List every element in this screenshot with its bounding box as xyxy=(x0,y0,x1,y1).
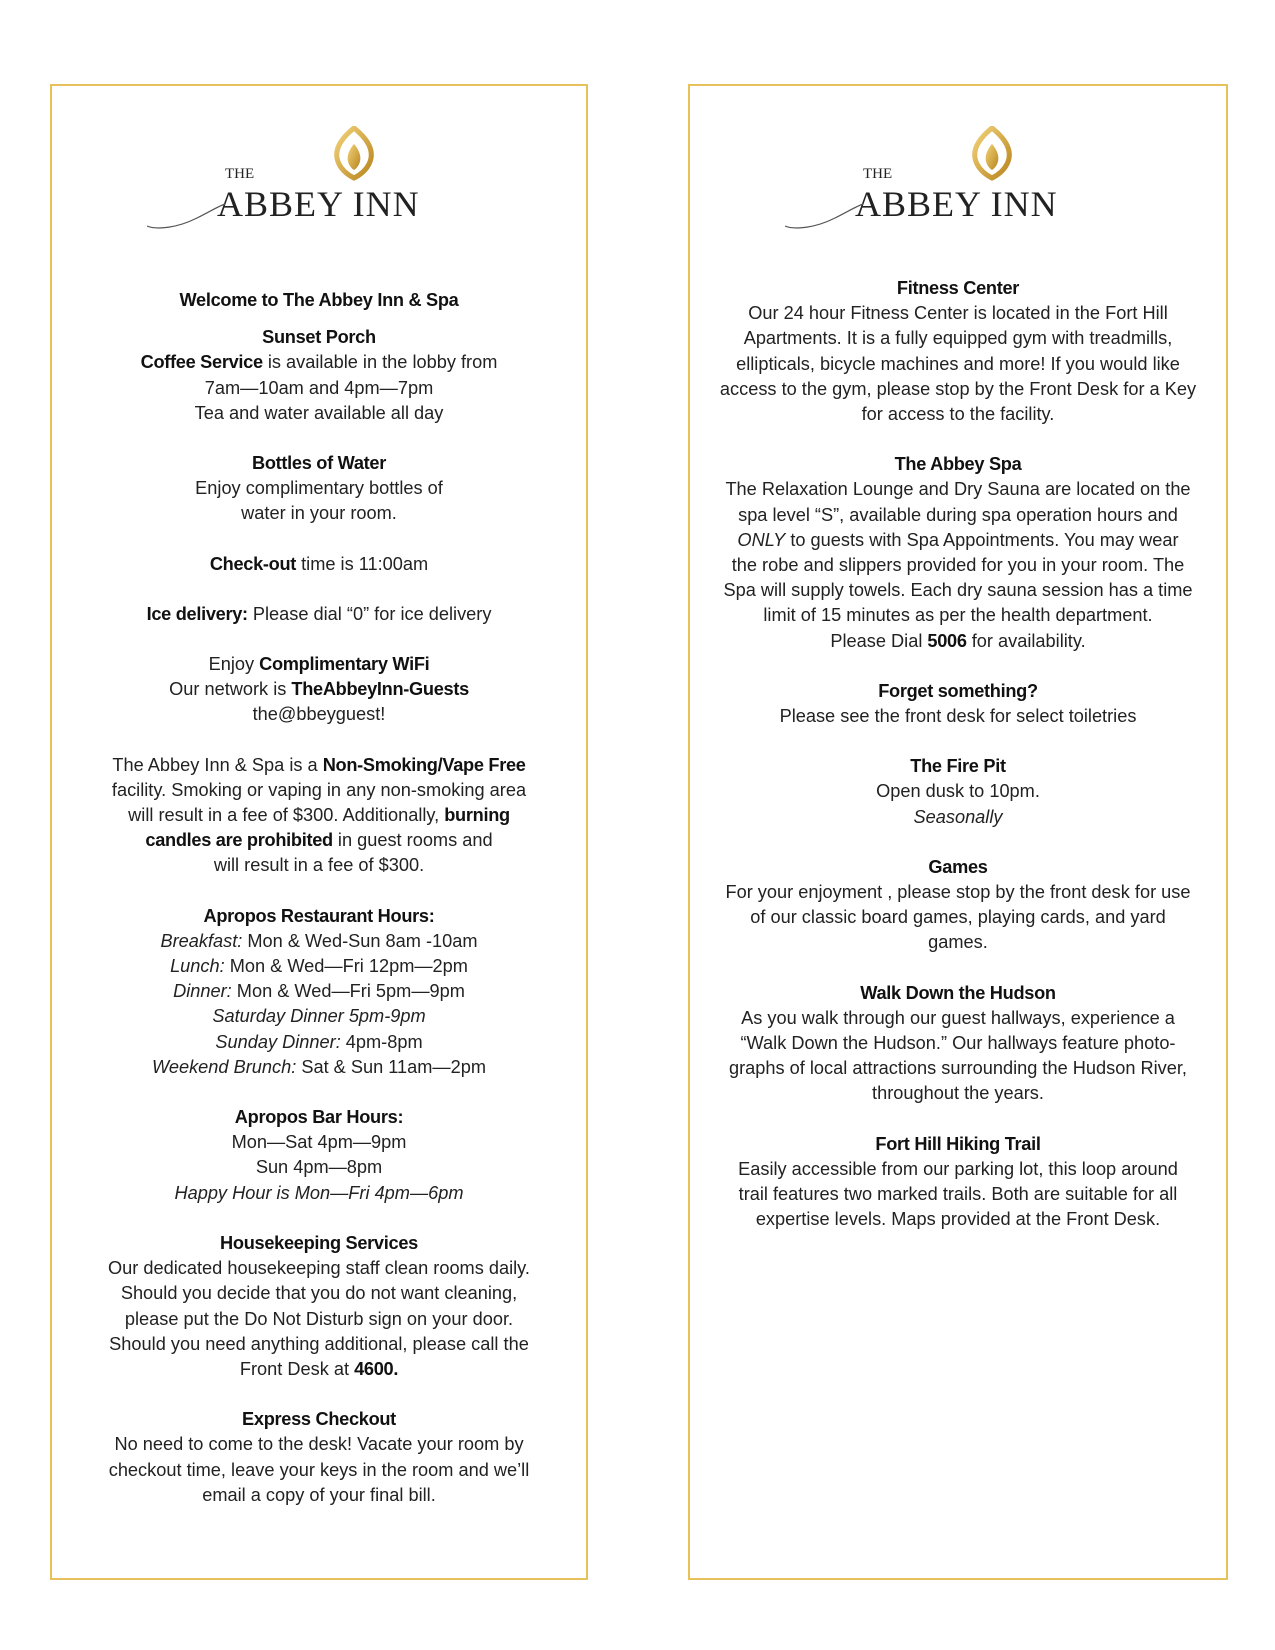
smoking-l1-pre: The Abbey Inn & Spa is a xyxy=(112,754,323,775)
hiking-section xyxy=(690,1132,1226,1233)
smoking-section xyxy=(52,753,586,879)
bar-heading: Apropos Bar Hours: xyxy=(234,1107,404,1128)
smoking-l1-bold: Non-Smoking/Vape Free xyxy=(322,754,526,775)
checkout-bold: Check-out xyxy=(209,553,297,574)
smoking-line-2: facility. Smoking or vaping in any non-smoking area xyxy=(111,779,527,800)
games-heading: Games xyxy=(928,856,988,877)
bar-line-1: Mon—Sat 4pm—9pm xyxy=(231,1132,407,1153)
coffee-rest: is available in the lobby from xyxy=(262,352,498,373)
brunch-hours: Sat & Sun 11am—2pm xyxy=(296,1056,486,1077)
breakfast-hours: Mon & Wed-Sun 8am -10am xyxy=(242,930,478,951)
forget-line-1: Please see the front desk for select toiletries xyxy=(779,706,1137,727)
logo-name-text: ABBEY INN xyxy=(217,184,420,224)
hiking-heading: Fort Hill Hiking Trail xyxy=(875,1133,1041,1154)
sunset-porch-section xyxy=(52,325,586,426)
hudson-line-2: “Walk Down the Hudson.” Our hallways feature photo- xyxy=(740,1033,1176,1054)
network-pre: Our network is xyxy=(169,679,292,700)
spa-line-4: the robe and slippers provided for you in your room. The xyxy=(731,555,1185,576)
water-heading: Bottles of Water xyxy=(252,453,386,474)
lunch-hours: Mon & Wed—Fri 12pm—2pm xyxy=(224,956,468,977)
games-line-3: games. xyxy=(928,932,988,953)
saturday-line xyxy=(52,1004,586,1029)
ice-bold: Ice delivery: xyxy=(146,603,248,624)
water-section xyxy=(52,451,586,527)
forget-section xyxy=(690,679,1226,729)
firepit-seasonally: Seasonally xyxy=(913,806,1003,827)
coffee-hours: 7am—10am and 4pm—7pm xyxy=(204,377,434,398)
logo-swash xyxy=(785,204,863,228)
abbey-inn-logo xyxy=(147,126,467,246)
spa-number: 5006 xyxy=(927,630,967,651)
hiking-line-3: expertise levels. Maps provided at the Front Desk. xyxy=(755,1209,1161,1230)
logo-swash xyxy=(147,204,225,228)
sunday-hours: 4pm-8pm xyxy=(340,1031,423,1052)
dinner-line xyxy=(52,979,586,1004)
housekeeping-section xyxy=(52,1231,586,1382)
spa-section xyxy=(690,452,1226,654)
fitness-heading: Fitness Center xyxy=(896,278,1020,298)
tea-line: Tea and water available all day xyxy=(194,402,444,423)
bar-line-2: Sun 4pm—8pm xyxy=(255,1157,383,1178)
fitness-line-3: ellipticals, bicycle machines and more! If you would like xyxy=(736,353,1180,374)
spa-line-7 xyxy=(690,629,1226,654)
firepit-heading: The Fire Pit xyxy=(910,756,1006,777)
firepit-section xyxy=(690,754,1226,830)
welcome-section xyxy=(52,288,586,313)
hudson-line-4: throughout the years. xyxy=(872,1083,1044,1104)
smoking-line-1 xyxy=(52,753,586,778)
spa-line-3 xyxy=(690,528,1226,553)
front-desk-number: 4600. xyxy=(354,1358,399,1379)
hiking-line-2: trail features two marked trails. Both are suitable for all xyxy=(738,1184,1178,1205)
logo-name-text: ABBEY INN xyxy=(855,184,1058,224)
spa-dial-pre: Please Dial xyxy=(830,630,928,651)
hudson-line-1: As you walk through our guest hallways, experience a xyxy=(741,1007,1175,1028)
hudson-heading: Walk Down the Hudson xyxy=(860,982,1056,1003)
housekeeping-heading: Housekeeping Services xyxy=(220,1232,418,1253)
spa-only: ONLY xyxy=(737,529,786,550)
logo-the-text: THE xyxy=(863,166,893,182)
games-line-1: For your enjoyment , please stop by the front desk for use xyxy=(725,882,1191,903)
breakfast-label: Breakfast: xyxy=(160,930,243,951)
ice-line xyxy=(52,602,586,627)
welcome-heading: Welcome to The Abbey Inn & Spa xyxy=(179,290,459,310)
coffee-line xyxy=(52,350,586,375)
checkout-section xyxy=(52,552,586,577)
smoking-l3-pre: will result in a fee of $300. Additionally, xyxy=(128,805,445,826)
wifi-line xyxy=(52,652,586,677)
restaurant-heading: Apropos Restaurant Hours: xyxy=(203,905,435,926)
network-line xyxy=(52,677,586,702)
sunset-porch-heading: Sunset Porch xyxy=(262,327,376,348)
ice-section xyxy=(52,602,586,627)
water-line-1: Enjoy complimentary bottles of xyxy=(195,478,443,499)
smoking-l3-bold: burning xyxy=(444,805,510,826)
lunch-label: Lunch: xyxy=(170,956,225,977)
lotus-icon xyxy=(975,128,1010,178)
right-panel xyxy=(688,84,1228,1580)
fitness-line-5: for access to the facility. xyxy=(861,404,1055,425)
front-desk-pre: Front Desk at xyxy=(239,1358,355,1379)
forget-heading: Forget something? xyxy=(878,680,1038,701)
housekeeping-line-2: Should you decide that you do not want cleaning, xyxy=(120,1283,518,1304)
hudson-line-3: graphs of local attractions surrounding the Hudson River, xyxy=(729,1058,1187,1079)
abbey-inn-logo xyxy=(785,126,1105,246)
housekeeping-line-5 xyxy=(52,1357,586,1382)
firepit-line-1: Open dusk to 10pm. xyxy=(876,781,1040,802)
hiking-line-1: Easily accessible from our parking lot, this loop around xyxy=(738,1158,1178,1179)
firepit-line-2 xyxy=(690,805,1226,830)
express-line-3: email a copy of your final bill. xyxy=(202,1484,436,1505)
smoking-line-5: will result in a fee of $300. xyxy=(213,855,425,876)
bar-section xyxy=(52,1105,586,1206)
smoking-line-3 xyxy=(52,803,586,828)
hudson-section xyxy=(690,981,1226,1107)
spa-line-2: spa level “S”, available during spa operation hours and xyxy=(738,504,1178,525)
lunch-line xyxy=(52,954,586,979)
express-line-1: No need to come to the desk! Vacate your room by xyxy=(114,1434,524,1455)
fitness-line-4: access to the gym, please stop by the Front Desk for a Key xyxy=(719,378,1197,399)
smoking-l4-rest: in guest rooms and xyxy=(332,830,493,851)
restaurant-section xyxy=(52,904,586,1080)
dinner-hours: Mon & Wed—Fri 5pm—9pm xyxy=(231,981,465,1002)
spa-line-5: Spa will supply towels. Each dry sauna session has a time xyxy=(723,580,1193,601)
wifi-pre: Enjoy xyxy=(208,654,260,675)
fitness-line-2: Apartments. It is a fully equipped gym with treadmills, xyxy=(743,328,1173,349)
express-heading: Express Checkout xyxy=(242,1409,396,1430)
smoking-l4-bold: candles are prohibited xyxy=(145,830,333,851)
water-line-2: water in your room. xyxy=(241,503,397,524)
express-line-2: checkout time, leave your keys in the room and we’ll xyxy=(108,1459,530,1480)
smoking-line-4 xyxy=(52,828,586,853)
fitness-line-1: Our 24 hour Fitness Center is located in the Fort Hill xyxy=(748,303,1168,324)
games-line-2: of our classic board games, playing cards, and yard xyxy=(750,907,1166,928)
left-panel xyxy=(50,84,588,1580)
housekeeping-line-4: Should you need anything additional, please call the xyxy=(109,1333,529,1354)
sunday-line xyxy=(52,1030,586,1055)
happy-hour: Happy Hour is Mon—Fri 4pm—6pm xyxy=(174,1182,464,1203)
fitness-section xyxy=(690,276,1226,427)
happy-hour-line xyxy=(52,1181,586,1206)
housekeeping-line-1: Our dedicated housekeeping staff clean rooms daily. xyxy=(108,1258,530,1279)
games-section xyxy=(690,855,1226,956)
spa-line-6: limit of 15 minutes as per the health department. xyxy=(763,605,1153,626)
brunch-line xyxy=(52,1055,586,1080)
breakfast-line xyxy=(52,929,586,954)
wifi-password: the@bbeyguest! xyxy=(252,704,386,725)
coffee-service-bold: Coffee Service xyxy=(140,352,263,373)
spa-l3-rest: to guests with Spa Appointments. You may wear xyxy=(785,529,1179,550)
housekeeping-line-3: please put the Do Not Disturb sign on your door. xyxy=(124,1308,514,1329)
brunch-label: Weekend Brunch: xyxy=(152,1056,297,1077)
sunday-label: Sunday Dinner: xyxy=(215,1031,341,1052)
spa-dial-rest: for availability. xyxy=(966,630,1086,651)
lotus-icon xyxy=(337,128,372,178)
logo-the-text: THE xyxy=(225,166,255,182)
dinner-label: Dinner: xyxy=(173,981,232,1002)
checkout-rest: time is 11:00am xyxy=(296,553,429,574)
express-section xyxy=(52,1407,586,1508)
ice-rest: Please dial “0” for ice delivery xyxy=(247,603,492,624)
checkout-line xyxy=(52,552,586,577)
spa-line-1: The Relaxation Lounge and Dry Sauna are located on the xyxy=(725,479,1191,500)
saturday-dinner: Saturday Dinner 5pm-9pm xyxy=(212,1006,426,1027)
wifi-section xyxy=(52,652,586,728)
network-name: TheAbbeyInn-Guests xyxy=(291,679,469,700)
left-content xyxy=(52,288,586,1533)
right-content xyxy=(690,276,1226,1258)
wifi-bold: Complimentary WiFi xyxy=(259,654,430,675)
spa-heading: The Abbey Spa xyxy=(894,454,1022,475)
